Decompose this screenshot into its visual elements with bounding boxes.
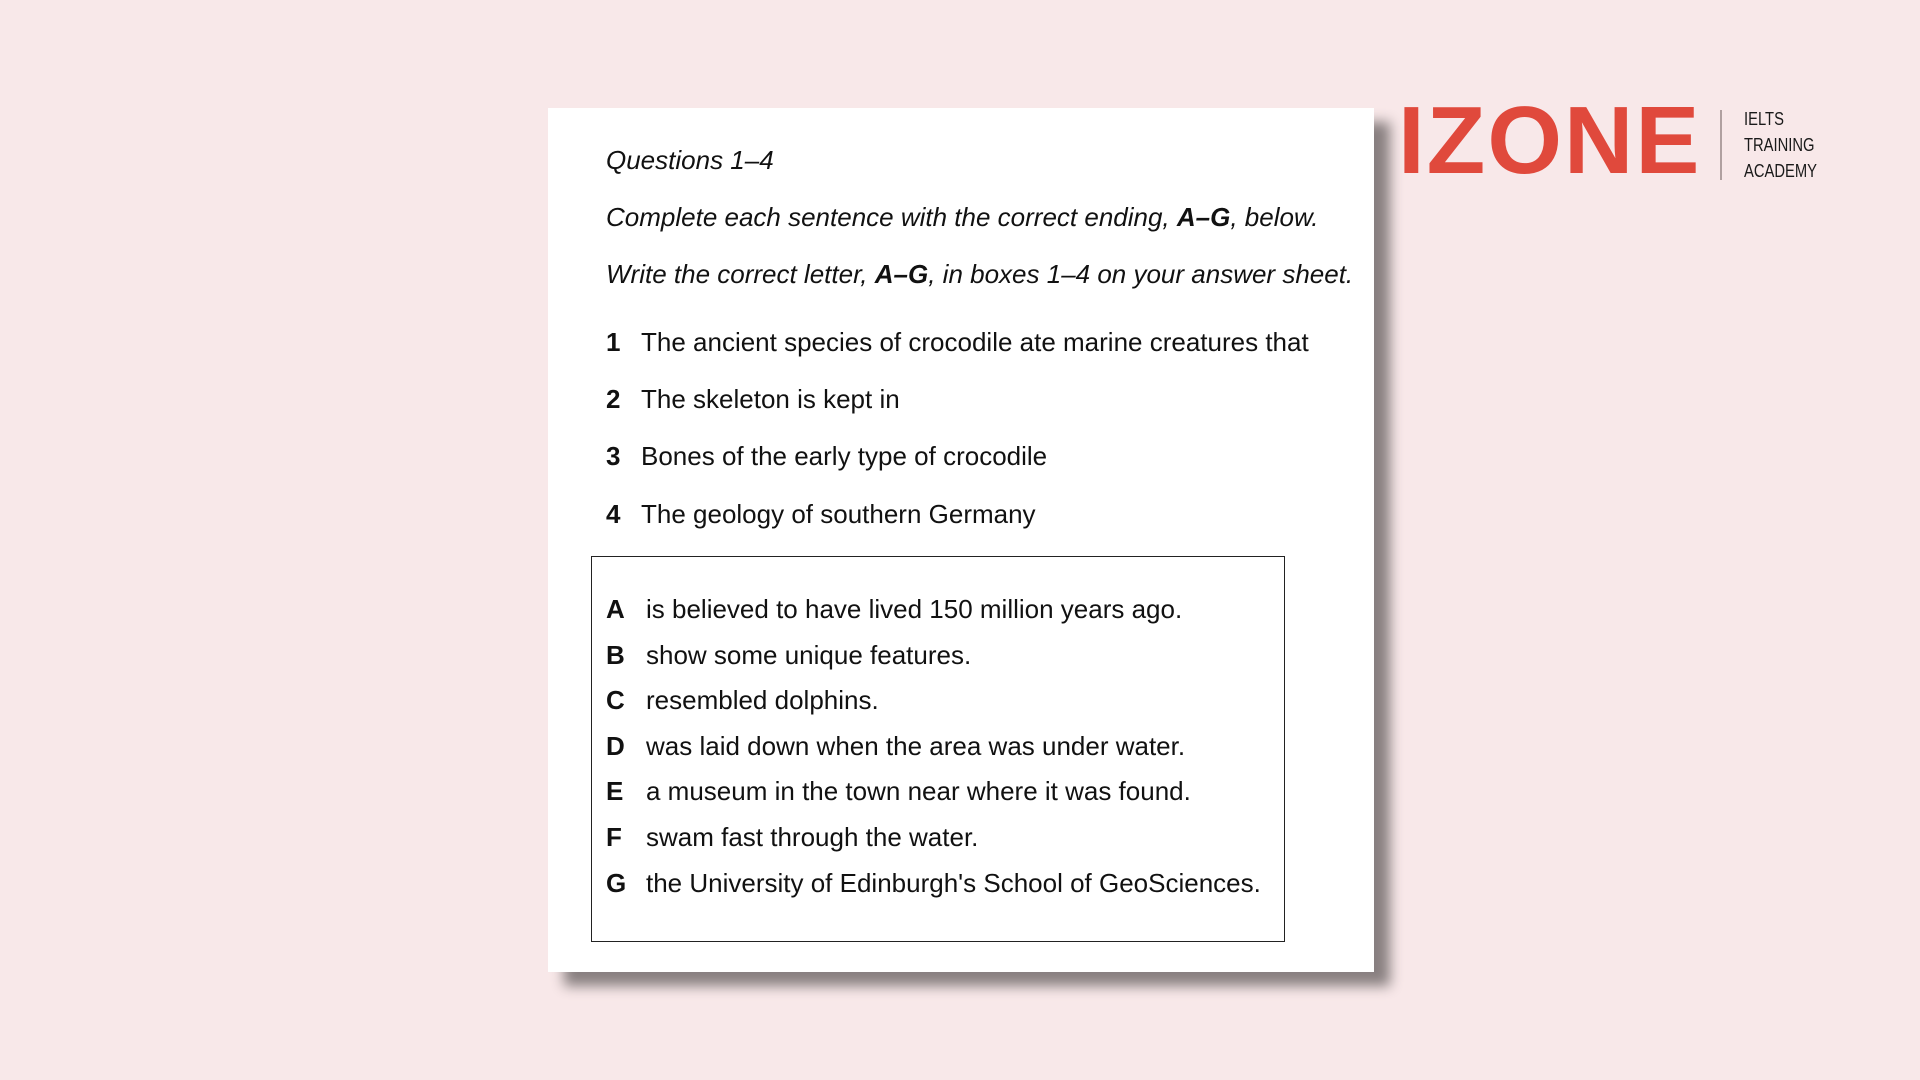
ending-letter: E	[606, 776, 624, 806]
question-item-4	[606, 498, 1036, 530]
question-item-1	[606, 326, 1309, 358]
ending-letter: A	[606, 594, 625, 624]
ending-item-f	[606, 821, 978, 853]
ending-item-e	[606, 775, 1191, 807]
ending-item-b	[606, 639, 971, 671]
ending-text: a museum in the town near where it was found.	[646, 776, 1191, 806]
question-number: 3	[606, 441, 621, 471]
question-text: The geology of southern Germany	[641, 499, 1036, 529]
ending-letter: G	[606, 868, 627, 898]
ending-letter: F	[606, 822, 622, 852]
question-text: Bones of the early type of crocodile	[641, 441, 1048, 471]
questions-heading: Questions 1–4	[606, 145, 774, 175]
logo-divider	[1720, 110, 1722, 180]
ending-item-d	[606, 730, 1185, 762]
instruction-letter-range: A–G	[1176, 202, 1231, 232]
logo-tagline-line: TRAINING	[1744, 135, 1815, 155]
ending-text: is believed to have lived 150 million years ago.	[646, 594, 1183, 624]
ending-letter: C	[606, 685, 625, 715]
question-text: The ancient species of crocodile ate marine creatures that	[641, 327, 1309, 357]
ending-text: the University of Edinburgh's School of GeoSciences.	[646, 868, 1261, 898]
logo-tagline	[1744, 106, 1842, 184]
logo-tagline-line: ACADEMY	[1744, 161, 1817, 181]
ending-item-a	[606, 593, 1182, 625]
instruction-write-letter: Write the correct letter, A–G, in boxes 1–4 on your answer sheet.	[606, 259, 1354, 289]
ending-text: was laid down when the area was under water.	[646, 731, 1186, 761]
logo-wordmark: IZONE	[1398, 87, 1702, 194]
endings-box	[591, 556, 1285, 942]
question-item-2	[606, 383, 900, 415]
logo-tagline-line: IELTS	[1744, 109, 1784, 129]
ending-item-g	[606, 867, 1261, 899]
question-number: 4	[606, 499, 621, 529]
question-item-3	[606, 440, 1047, 472]
instruction-letter-range: A–G	[874, 259, 929, 289]
question-number: 1	[606, 327, 621, 357]
ending-text: swam fast through the water.	[646, 822, 979, 852]
question-number: 2	[606, 384, 621, 414]
question-text: The skeleton is kept in	[641, 384, 900, 414]
ending-letter: B	[606, 640, 625, 670]
ending-item-c	[606, 684, 879, 716]
exam-card	[548, 108, 1374, 972]
instruction-complete-sentence: Complete each sentence with the correct ending, A–G, below.	[606, 202, 1319, 232]
ending-text: resembled dolphins.	[646, 685, 879, 715]
ending-text: show some unique features.	[646, 640, 972, 670]
ending-letter: D	[606, 731, 625, 761]
